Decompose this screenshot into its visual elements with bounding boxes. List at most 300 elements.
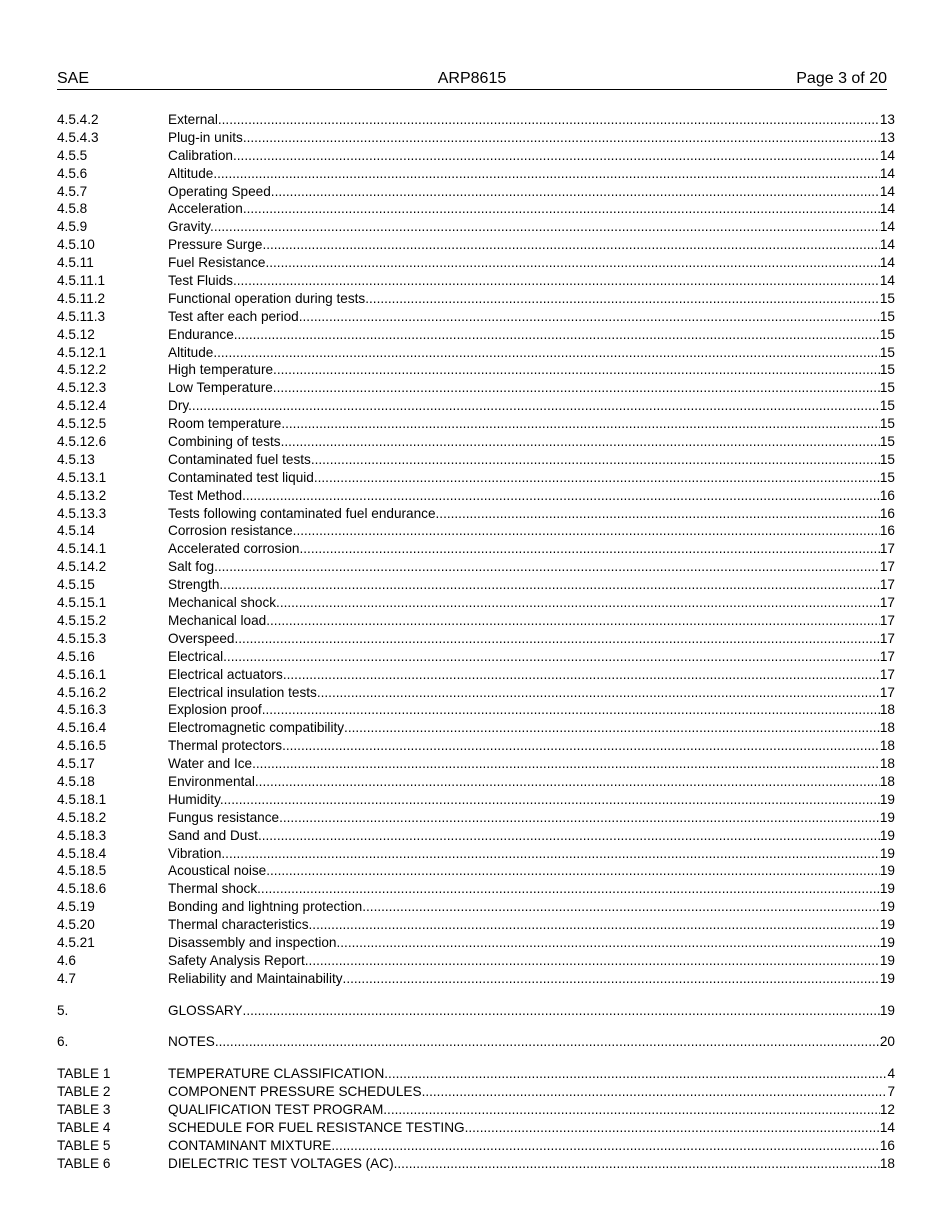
toc-entry[interactable] [57,344,895,362]
toc-entry-title: Bonding and lightning protection [168,899,363,915]
toc-entry-leader [168,845,880,863]
toc-entry[interactable] [57,540,895,558]
toc-entry[interactable] [57,970,895,988]
toc-entry-number: 4.5.16.3 [57,702,107,718]
toc-entry[interactable] [57,469,895,487]
toc-entry[interactable] [57,218,895,236]
toc-entry-page: 15 [879,326,895,342]
dot-leader [214,218,880,236]
toc-entry-title: Calibration [168,147,233,163]
toc-entry[interactable] [57,880,895,898]
toc-entry-number: 4.5.8 [57,201,88,217]
toc-entry-title: Strength [168,577,220,593]
toc-entry-number: 4.5.12.2 [57,362,107,378]
toc-entry-title: Thermal shock [168,881,258,897]
toc-entry-leader [168,737,880,755]
toc-entry-leader [168,666,880,684]
dot-leader [309,916,880,934]
toc-entry[interactable] [57,397,895,415]
toc-entry-title: Altitude. [168,344,218,360]
dot-leader [285,415,880,433]
dot-leader [283,666,880,684]
toc-entry[interactable] [57,648,895,666]
toc-entry-page: 16 [879,487,895,503]
toc-entry-title: Mechanical shock [168,595,277,611]
dot-leader [337,934,880,952]
toc-entry-title: Contaminated fuel tests [168,451,311,467]
toc-entry-title: Overspeed [168,630,235,646]
table-list-entry[interactable] [57,1137,895,1155]
toc-entry-leader [168,147,880,165]
toc-entry-title: Mechanical load [168,612,267,628]
toc-entry-page: 20 [879,1034,895,1050]
toc-entry-title: Functional operation during tests. [168,290,370,306]
toc-entry-leader [168,308,880,326]
toc-entry[interactable] [57,934,895,952]
toc-entry-title: Environmental [168,773,255,789]
toc-entry-leader [168,558,880,576]
toc-entry-leader [168,397,880,415]
toc-entry-page: 16 [879,1137,895,1153]
toc-entry-leader [168,701,880,719]
toc-entry-title: High temperature. [168,362,277,378]
toc-entry-leader [168,272,880,290]
toc-entry-leader [168,773,880,791]
toc-entry-leader [168,916,880,934]
table-of-contents [57,111,895,1172]
toc-entry[interactable] [57,952,895,970]
toc-entry-number: 4.5.12 [57,326,95,342]
dot-leader [258,827,880,845]
toc-entry-page: 19 [879,899,895,915]
dot-leader [299,540,879,558]
toc-entry-title: Explosion proof [168,702,262,718]
toc-entry-number: 4.5.15.3 [57,630,107,646]
toc-entry[interactable] [57,916,895,934]
toc-entry-title: Electromagnetic compatibility [168,720,345,736]
toc-entry[interactable] [57,755,895,773]
dot-leader [192,397,880,415]
toc-entry-page: 14 [879,183,895,199]
toc-entry-number: 4.5.12.3 [57,380,107,396]
toc-entry[interactable] [57,415,895,433]
toc-entry-number: 4.5.16.5 [57,738,107,754]
toc-entry-title: Acceleration [168,201,243,217]
toc-entry[interactable] [57,129,895,147]
toc-entry[interactable] [57,147,895,165]
toc-entry-page: 14 [879,1119,895,1135]
toc-entry-title: NOTES [168,1034,215,1050]
toc-entry-leader [168,1119,880,1137]
toc-entry-title: Room temperature. [168,416,286,432]
toc-entry[interactable] [57,522,895,540]
header-doc-number: ARP8615 [437,70,507,87]
table-list-entry[interactable] [57,1065,895,1083]
toc-entry-leader [168,469,880,487]
toc-entry-leader [168,129,880,147]
toc-entry-leader [168,505,880,523]
toc-entry-leader [168,433,880,451]
toc-entry-number: 4.5.14.2 [57,559,107,575]
toc-entry-page: 19 [879,827,895,843]
toc-entry[interactable] [57,827,895,845]
toc-entry-number: 4.5.12.5 [57,416,107,432]
toc-entry-number: 4.5.16.4 [57,720,107,736]
toc-entry-number: 4.5.12.1 [57,344,107,360]
dot-leader [257,880,880,898]
toc-entry[interactable] [57,719,895,737]
toc-entry-page: 19 [879,952,895,968]
dot-leader [238,326,880,344]
toc-entry-number: 4.5.15.1 [57,595,107,611]
toc-entry-number: TABLE 3 [57,1101,111,1117]
dot-leader [369,290,880,308]
toc-entry-title: Safety Analysis Report [168,952,305,968]
toc-entry[interactable] [57,845,895,863]
toc-entry-page: 17 [879,595,895,611]
dot-leader [242,487,880,505]
toc-entry-page: 17 [879,577,895,593]
toc-entry-number: 4.5.18.3 [57,827,107,843]
toc-entry-title: SCHEDULE FOR FUEL RESISTANCE TESTING [168,1119,465,1135]
toc-entry-page: 19 [879,934,895,950]
toc-entry-leader [168,540,880,558]
toc-entry-page: 19 [879,1002,895,1018]
toc-entry-page: 14 [879,147,895,163]
dot-leader [293,522,880,540]
toc-entry[interactable] [57,809,895,827]
toc-entry[interactable] [57,111,895,129]
toc-entry-page: 19 [879,970,895,986]
dot-leader [243,129,880,147]
toc-entry-page: 14 [879,237,895,253]
toc-entry-leader [168,594,880,612]
toc-entry-title: Gravity. [168,219,214,235]
toc-entry-number: 4.5.18.5 [57,863,107,879]
dot-leader [282,737,880,755]
toc-entry-title: Sand and Dust [168,827,258,843]
toc-entry-title: Altitude [168,165,214,181]
toc-entry[interactable] [57,630,895,648]
toc-entry-title: TEMPERATURE CLASSIFICATION [168,1066,385,1082]
toc-entry-page: 15 [879,434,895,450]
toc-entry-page: 13 [879,129,895,145]
toc-entry-leader [168,809,880,827]
toc-entry-page: 19 [879,917,895,933]
toc-entry-title: Plug-in units [168,129,243,145]
dot-leader [262,701,880,719]
toc-entry[interactable] [57,308,895,326]
toc-entry[interactable] [57,898,895,916]
toc-entry-number: 4.5.4.3 [57,129,99,145]
dot-leader [277,379,880,397]
toc-entry-number: 4.7 [57,970,76,986]
toc-entry[interactable] [57,612,895,630]
toc-entry[interactable] [57,862,895,880]
toc-entry[interactable] [57,737,895,755]
spacer [57,1019,895,1033]
toc-entry-page: 12 [879,1101,895,1117]
toc-entry-leader [168,791,880,809]
toc-entry-page: 4 [887,1066,895,1082]
toc-entry-number: 4.5.11.3 [57,308,106,324]
spacer [57,1051,895,1065]
toc-entry-title: Humidity. [168,791,224,807]
toc-entry-page: 18 [879,738,895,754]
toc-entry-page: 17 [879,612,895,628]
toc-entry-title: QUALIFICATION TEST PROGRAM [168,1101,384,1117]
toc-entry-page: 19 [879,881,895,897]
table-list-entry[interactable] [57,1155,895,1173]
toc-entry-title: Acoustical noise [168,863,267,879]
toc-entry-notes[interactable] [57,1033,895,1051]
toc-entry-leader [168,361,880,379]
toc-entry-leader [168,1137,880,1155]
toc-entry-title: Tests following contaminated fuel endurance [168,505,436,521]
dot-leader [281,433,880,451]
toc-entry-page: 14 [879,255,895,271]
dot-leader [265,254,879,272]
dot-leader [331,1137,879,1155]
toc-entry-number: 4.5.12.6 [57,434,107,450]
toc-entry-title: Electrical insulation tests [168,684,317,700]
toc-entry-page: 15 [879,451,895,467]
dot-leader [266,612,880,630]
toc-entry-number: 4.5.4.2 [57,112,99,127]
toc-entry-number: 4.5.14.1 [57,541,107,557]
toc-entry-page: 19 [879,791,895,807]
toc-entry[interactable] [57,791,895,809]
toc-entry[interactable] [57,451,895,469]
toc-entry-leader [168,934,880,952]
toc-entry-number: 5. [57,1002,69,1018]
toc-entry-title: Water and Ice [168,756,253,772]
toc-entry-number: 4.5.10 [57,237,95,253]
toc-entry-number: 4.5.17 [57,756,95,772]
toc-entry-page: 15 [879,380,895,396]
toc-entry-leader [168,862,880,880]
toc-entry-number: TABLE 1 [57,1066,111,1082]
toc-entry-page: 19 [879,845,895,861]
toc-entry-number: 4.5.13.3 [57,505,107,521]
toc-entry-page: 16 [879,505,895,521]
dot-leader [314,469,880,487]
toc-entry[interactable] [57,594,895,612]
toc-entry-title: Thermal characteristics [168,917,309,933]
toc-entry-title: Salt fog. [168,559,218,575]
toc-entry-page: 19 [879,863,895,879]
toc-entry-page: 17 [879,541,895,557]
toc-entry-leader [168,1033,880,1051]
dot-leader [422,1083,888,1101]
toc-entry-number: 4.5.19 [57,899,95,915]
toc-entry-page: 7 [887,1083,895,1099]
toc-entry-title: Test Fluids [168,273,233,289]
toc-entry-number: 4.5.13.1 [57,469,107,485]
toc-entry[interactable] [57,379,895,397]
toc-entry-page: 19 [879,809,895,825]
dot-leader [252,755,880,773]
toc-entry-number: 4.5.12.4 [57,398,107,414]
table-list-entry[interactable] [57,1101,895,1119]
dot-leader [218,558,880,576]
toc-entry-leader [168,236,880,254]
toc-entry[interactable] [57,701,895,719]
toc-entry-page: 14 [879,201,895,217]
toc-entry[interactable] [57,254,895,272]
toc-entry-page: 13 [879,112,895,127]
toc-entry-page: 17 [879,666,895,682]
toc-entry-leader [168,648,880,666]
toc-entry-number: 4.5.16 [57,648,95,664]
toc-entry-title: Contaminated test liquid [168,469,314,485]
toc-entry-leader [168,630,880,648]
toc-entry-page: 15 [879,398,895,414]
dot-leader [224,791,880,809]
toc-entry-leader [168,415,880,433]
dot-leader [255,773,880,791]
toc-entry-leader [168,576,880,594]
header-org: SAE [57,70,90,87]
dot-leader [218,111,880,129]
toc-entry-title: COMPONENT PRESSURE SCHEDULES [168,1083,422,1099]
toc-entry-leader [168,326,880,344]
toc-section-4-entries [57,111,895,988]
dot-leader [311,451,880,469]
toc-entry-leader [168,719,880,737]
toc-entry-title: Accelerated corrosion [168,541,300,557]
toc-entry-leader [168,183,880,201]
toc-entry[interactable] [57,290,895,308]
toc-entry[interactable] [57,272,895,290]
toc-entry-number: 4.5.14 [57,523,95,539]
toc-entry-leader [168,684,880,702]
dot-leader [233,272,880,290]
toc-entry-number: 4.5.18 [57,773,95,789]
toc-entry-leader [168,1155,880,1173]
toc-entry-number: 4.6 [57,952,76,968]
dot-leader [217,344,880,362]
toc-entry-page: 17 [879,630,895,646]
toc-entry-title: Pressure Surge [168,237,263,253]
toc-entry-title: GLOSSARY [168,1002,243,1018]
toc-entry-page: 14 [879,219,895,235]
toc-entry-number: 4.5.18.6 [57,881,107,897]
toc-entry-leader [168,218,880,236]
toc-entry-number: TABLE 2 [57,1083,111,1099]
toc-entry-number: 4.5.7 [57,183,88,199]
dot-leader [221,845,879,863]
dot-leader [215,1033,880,1051]
toc-entry-page: 17 [879,684,895,700]
toc-entry-leader [168,827,880,845]
toc-entry-leader [168,1083,887,1101]
toc-entry-page: 18 [879,756,895,772]
toc-entry-number: TABLE 5 [57,1137,111,1153]
toc-entry-leader [168,612,880,630]
toc-entry-title: Reliability and Maintainability [168,970,343,986]
toc-entry-glossary[interactable] [57,1002,895,1020]
toc-entry-number: 4.5.13 [57,451,95,467]
toc-entry[interactable] [57,183,895,201]
dot-leader [383,1101,880,1119]
toc-entry-leader [168,1002,880,1020]
table-list-entry[interactable] [57,1083,895,1101]
toc-entry-title: Test after each period. [168,308,303,324]
toc-entry-leader [168,522,880,540]
toc-entry-leader [168,970,880,988]
toc-entry-leader [168,898,880,916]
table-list-entry[interactable] [57,1119,895,1137]
dot-leader [213,165,880,183]
toc-entry-page: 15 [879,469,895,485]
toc-entry-title: CONTAMINANT MIXTURE [168,1137,332,1153]
toc-entry-title: External [168,112,218,127]
dot-leader [235,630,880,648]
toc-entry[interactable] [57,666,895,684]
toc-entry[interactable] [57,487,895,505]
toc-entry-leader [168,165,880,183]
toc-entry-leader [168,880,880,898]
toc-entry[interactable] [57,165,895,183]
list-of-tables [57,1065,895,1172]
toc-entry-title: Low Temperature. [168,380,277,396]
toc-entry-title: Disassembly and inspection [168,934,337,950]
toc-entry-leader [168,487,880,505]
toc-entry-number: 4.5.11 [57,255,94,271]
toc-entry-number: 4.5.15.2 [57,612,107,628]
dot-leader [436,505,880,523]
toc-entry-title: Vibration [168,845,222,861]
toc-entry[interactable] [57,200,895,218]
toc-entry-page: 18 [879,720,895,736]
dot-leader [279,809,880,827]
toc-entry-title: Dry. [168,398,192,414]
toc-entry-page: 15 [879,308,895,324]
toc-entry-title: Endurance. [168,326,238,342]
dot-leader [343,970,880,988]
toc-entry[interactable] [57,236,895,254]
toc-entry-leader [168,755,880,773]
toc-entry-number: 4.5.15 [57,577,95,593]
toc-entry-leader [168,200,880,218]
toc-entry[interactable] [57,558,895,576]
toc-entry[interactable] [57,773,895,791]
toc-entry-number: 4.5.16.2 [57,684,107,700]
toc-entry-page: 18 [879,702,895,718]
toc-entry-number: TABLE 4 [57,1119,111,1135]
toc-entry-title: Fuel Resistance [168,255,266,271]
toc-entry[interactable] [57,684,895,702]
toc-entry[interactable] [57,326,895,344]
toc-entry-title: Electrical. [168,648,227,664]
toc-entry-leader [168,290,880,308]
toc-entry[interactable] [57,361,895,379]
toc-entry-number: 4.5.11.2 [57,290,106,306]
toc-entry-leader [168,111,880,129]
toc-entry-number: TABLE 6 [57,1155,111,1171]
toc-entry-number: 4.5.18.1 [57,791,107,807]
toc-entry-page: 16 [879,523,895,539]
toc-entry-number: 4.5.18.2 [57,809,107,825]
toc-entry-page: 18 [879,773,895,789]
dot-leader [233,147,880,165]
toc-entry[interactable] [57,433,895,451]
toc-entry[interactable] [57,576,895,594]
dot-leader [305,952,880,970]
toc-entry-number: 4.5.21 [57,934,95,950]
toc-entry[interactable] [57,505,895,523]
